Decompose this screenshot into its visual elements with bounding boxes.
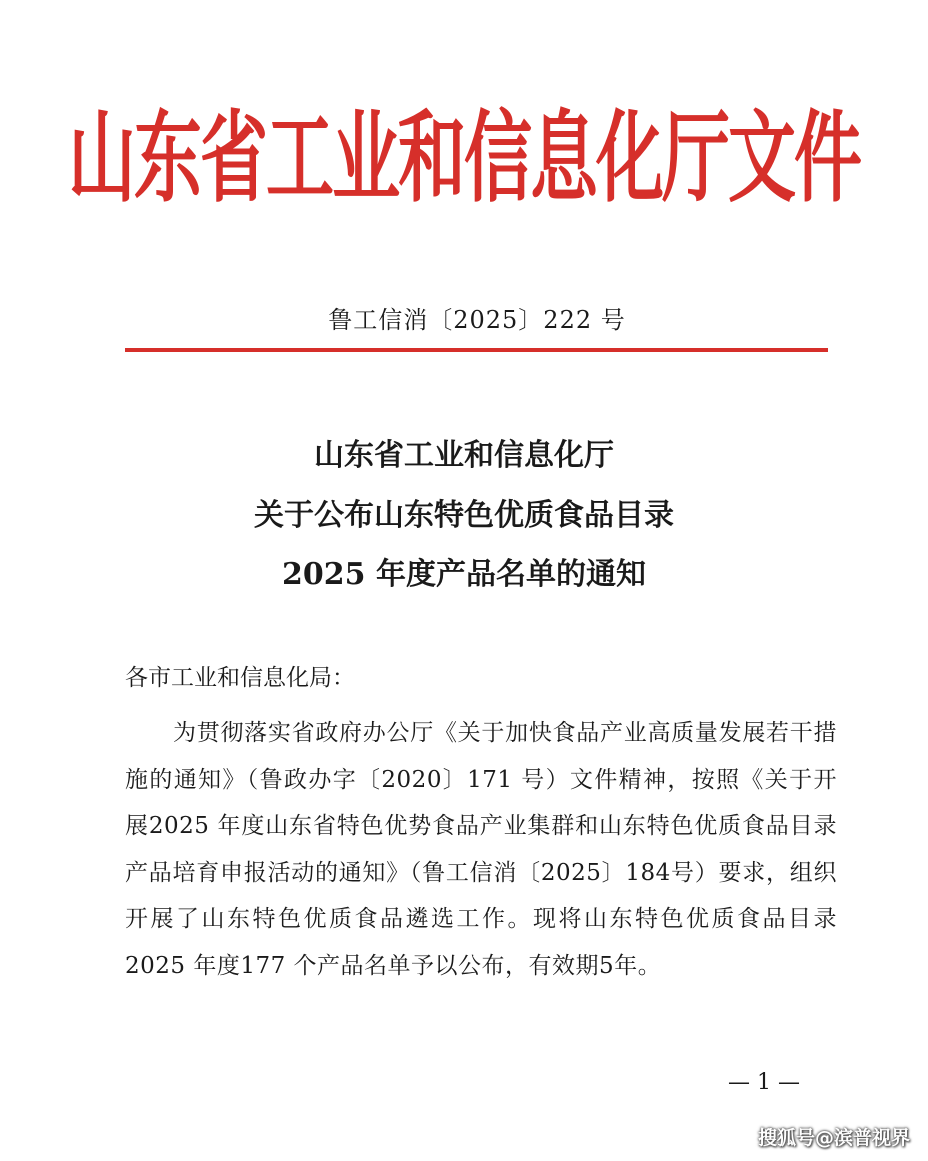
masthead-text: 山东省工业和信息化厅文件	[67, 102, 860, 217]
body-paragraph: 为贯彻落实省政府办公厅《关于加快食品产业高质量发展若干措施的通知》（鲁政办字〔2020〕171 号）文件精神，按照《关于开展2025 年度山东省特色优势食品产业集群和山东特色优质食品目录产品培育申报活动的通知》（鲁工信消〔2025〕184号）要求，组织开展了山东特色优质食品遴选工作。现将山东特色优质食品目录2025 年度177 个产品名单予以公布，有效期5年。	[125, 720, 837, 979]
masthead-title	[0, 85, 928, 235]
red-divider-line	[125, 348, 828, 352]
notice-title-line-1: 山东省工业和信息化厅	[314, 438, 614, 473]
notice-title-line-3: 2025 年度产品名单的通知	[282, 557, 646, 592]
notice-title-line-2: 关于公布山东特色优质食品目录	[254, 498, 674, 533]
salutation: 各市工业和信息化局：	[125, 665, 355, 691]
document-number: 鲁工信消〔2025〕222 号	[328, 306, 626, 334]
page-number: — 1 —	[728, 1070, 800, 1095]
source-watermark: 搜狐号@滨普视界	[757, 1127, 910, 1149]
